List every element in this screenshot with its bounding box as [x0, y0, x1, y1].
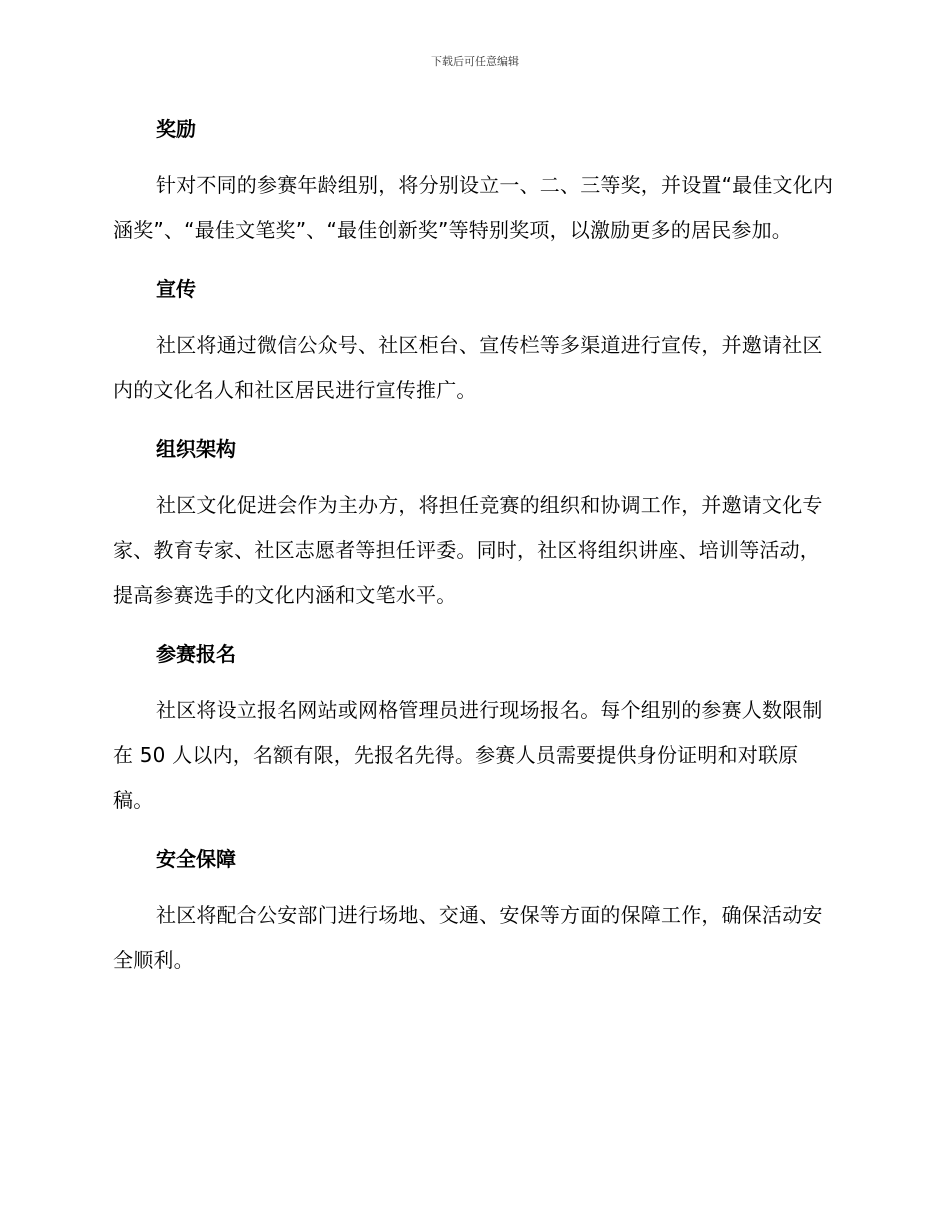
section-body-publicity: 社区将通过微信公众号、社区柜台、宣传栏等多渠道进行宣传，并邀请社区内的文化名人和社区居民进行宣传推广。 — [113, 333, 823, 402]
section-heading-awards: 奖励 — [156, 117, 196, 141]
section-heading-registration: 参赛报名 — [156, 642, 236, 666]
section-heading-organization: 组织架构 — [156, 437, 236, 461]
section-body-safety: 社区将配合公安部门进行场地、交通、安保等方面的保障工作，确保活动安全顺利。 — [113, 903, 823, 972]
section-heading-safety: 安全保障 — [156, 847, 236, 871]
document-body — [113, 108, 837, 983]
page-header-note: 下载后可任意编辑 — [431, 55, 519, 68]
section-body-registration: 社区将设立报名网站或网格管理员进行现场报名。每个组别的参赛人数限制在 50 人以内，名额有限，先报名先得。参赛人员需要提供身份证明和对联原稿。 — [113, 698, 823, 812]
section-heading-publicity: 宣传 — [156, 277, 196, 301]
section-body-awards: 针对不同的参赛年龄组别，将分别设立一、二、三等奖，并设置“最佳文化内涵奖”、“最佳文笔奖”、“最佳创新奖”等特别奖项，以激励更多的居民参加。 — [113, 173, 834, 242]
section-body-organization: 社区文化促进会作为主办方，将担任竞赛的组织和协调工作，并邀请文化专家、教育专家、社区志愿者等担任评委。同时，社区将组织讲座、培训等活动，提高参赛选手的文化内涵和文笔水平。 — [113, 493, 823, 607]
